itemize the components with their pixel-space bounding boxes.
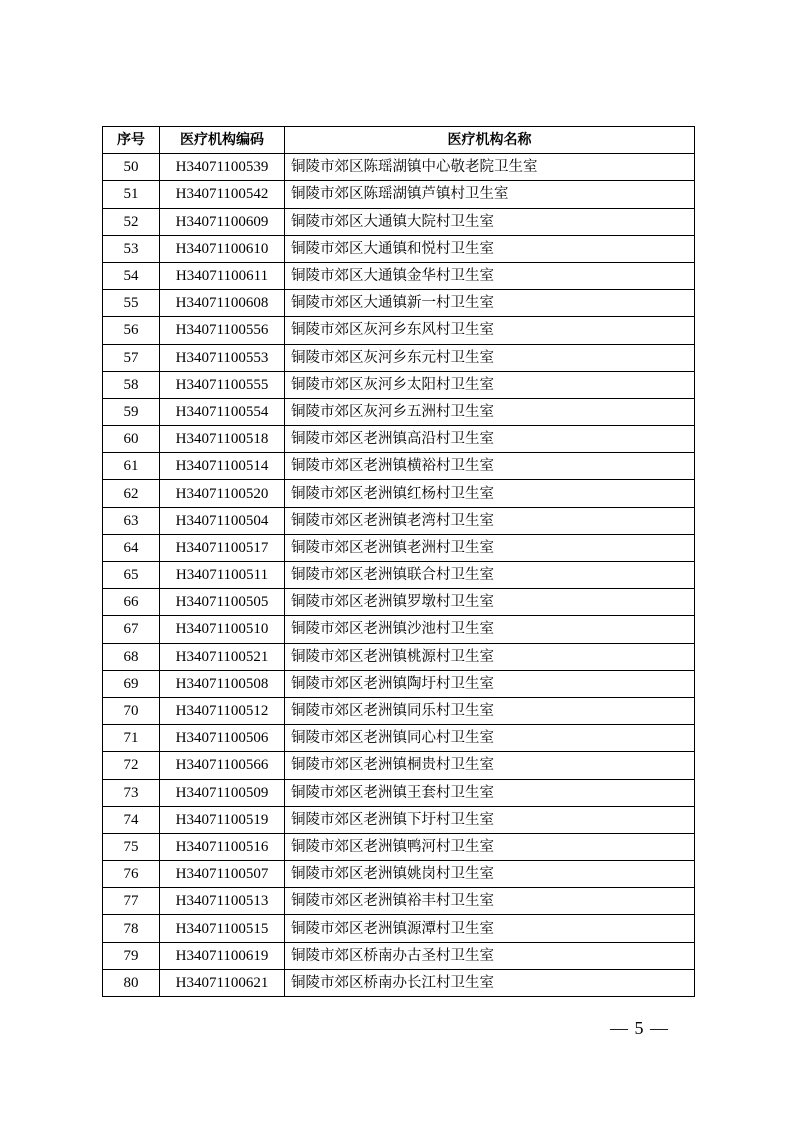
table-row (103, 670, 695, 697)
table-row (103, 398, 695, 425)
row-name: 铜陵市郊区灰河乡太阳村卫生室 (285, 371, 695, 398)
row-name: 铜陵市郊区老洲镇下圩村卫生室 (285, 806, 695, 833)
row-index: 63 (103, 507, 160, 534)
row-name: 铜陵市郊区大通镇新一村卫生室 (285, 290, 695, 317)
row-index: 80 (103, 969, 160, 996)
row-code: H34071100519 (160, 806, 285, 833)
table-row (103, 643, 695, 670)
row-index: 78 (103, 915, 160, 942)
institution-table (102, 126, 695, 997)
table-row (103, 725, 695, 752)
table-row (103, 534, 695, 561)
row-name: 铜陵市郊区陈瑶湖镇芦镇村卫生室 (285, 181, 695, 208)
row-code: H34071100608 (160, 290, 285, 317)
row-code: H34071100611 (160, 262, 285, 289)
row-code: H34071100609 (160, 208, 285, 235)
table-row (103, 235, 695, 262)
row-code: H34071100555 (160, 371, 285, 398)
table-row (103, 833, 695, 860)
page-number: — 5 — (610, 1018, 669, 1038)
row-index: 53 (103, 235, 160, 262)
row-code: H34071100511 (160, 562, 285, 589)
row-index: 71 (103, 725, 160, 752)
table-row (103, 589, 695, 616)
row-code: H34071100566 (160, 752, 285, 779)
row-name: 铜陵市郊区老洲镇同乐村卫生室 (285, 697, 695, 724)
row-index: 73 (103, 779, 160, 806)
row-name: 铜陵市郊区老洲镇沙池村卫生室 (285, 616, 695, 643)
row-name: 铜陵市郊区老洲镇红杨村卫生室 (285, 480, 695, 507)
table-row (103, 861, 695, 888)
row-name: 铜陵市郊区大通镇大院村卫生室 (285, 208, 695, 235)
row-code: H34071100508 (160, 670, 285, 697)
table-header-row (103, 127, 695, 154)
row-code: H34071100542 (160, 181, 285, 208)
row-index: 56 (103, 317, 160, 344)
row-code: H34071100517 (160, 534, 285, 561)
row-name: 铜陵市郊区灰河乡五洲村卫生室 (285, 398, 695, 425)
row-index: 70 (103, 697, 160, 724)
table-row (103, 181, 695, 208)
row-index: 67 (103, 616, 160, 643)
row-name: 铜陵市郊区陈瑶湖镇中心敬老院卫生室 (285, 154, 695, 181)
header-name: 医疗机构名称 (285, 127, 695, 154)
table-row (103, 480, 695, 507)
table-row (103, 616, 695, 643)
row-code: H34071100506 (160, 725, 285, 752)
row-name: 铜陵市郊区老洲镇桐贵村卫生室 (285, 752, 695, 779)
row-name: 铜陵市郊区桥南办古圣村卫生室 (285, 942, 695, 969)
table-row (103, 453, 695, 480)
row-index: 51 (103, 181, 160, 208)
row-name: 铜陵市郊区老洲镇鸭河村卫生室 (285, 833, 695, 860)
row-index: 77 (103, 888, 160, 915)
row-name: 铜陵市郊区老洲镇源潭村卫生室 (285, 915, 695, 942)
row-code: H34071100539 (160, 154, 285, 181)
table-row (103, 942, 695, 969)
row-index: 64 (103, 534, 160, 561)
row-index: 68 (103, 643, 160, 670)
table-row (103, 371, 695, 398)
row-index: 57 (103, 344, 160, 371)
row-name: 铜陵市郊区老洲镇老洲村卫生室 (285, 534, 695, 561)
row-name: 铜陵市郊区大通镇金华村卫生室 (285, 262, 695, 289)
row-name: 铜陵市郊区老洲镇罗墩村卫生室 (285, 589, 695, 616)
table-row (103, 969, 695, 996)
row-index: 74 (103, 806, 160, 833)
row-name: 铜陵市郊区老洲镇桃源村卫生室 (285, 643, 695, 670)
table-row (103, 697, 695, 724)
row-name: 铜陵市郊区老洲镇陶圩村卫生室 (285, 670, 695, 697)
row-name: 铜陵市郊区老洲镇王套村卫生室 (285, 779, 695, 806)
row-name: 铜陵市郊区老洲镇同心村卫生室 (285, 725, 695, 752)
row-name: 铜陵市郊区老洲镇姚岗村卫生室 (285, 861, 695, 888)
institution-table-container (102, 126, 694, 997)
table-row (103, 562, 695, 589)
row-name: 铜陵市郊区老洲镇老湾村卫生室 (285, 507, 695, 534)
row-index: 54 (103, 262, 160, 289)
row-name: 铜陵市郊区老洲镇裕丰村卫生室 (285, 888, 695, 915)
row-index: 58 (103, 371, 160, 398)
row-index: 62 (103, 480, 160, 507)
table-row (103, 888, 695, 915)
row-code: H34071100516 (160, 833, 285, 860)
row-name: 铜陵市郊区老洲镇高沿村卫生室 (285, 426, 695, 453)
row-code: H34071100621 (160, 969, 285, 996)
row-code: H34071100610 (160, 235, 285, 262)
row-index: 65 (103, 562, 160, 589)
row-index: 50 (103, 154, 160, 181)
table-body (103, 154, 695, 997)
row-code: H34071100513 (160, 888, 285, 915)
table-row (103, 317, 695, 344)
table-row (103, 262, 695, 289)
row-index: 52 (103, 208, 160, 235)
row-name: 铜陵市郊区大通镇和悦村卫生室 (285, 235, 695, 262)
row-code: H34071100505 (160, 589, 285, 616)
row-code: H34071100520 (160, 480, 285, 507)
header-index: 序号 (103, 127, 160, 154)
row-code: H34071100518 (160, 426, 285, 453)
row-code: H34071100510 (160, 616, 285, 643)
row-index: 66 (103, 589, 160, 616)
row-name: 铜陵市郊区桥南办长江村卫生室 (285, 969, 695, 996)
table-row (103, 154, 695, 181)
row-name: 铜陵市郊区老洲镇联合村卫生室 (285, 562, 695, 589)
row-code: H34071100515 (160, 915, 285, 942)
row-index: 72 (103, 752, 160, 779)
row-code: H34071100553 (160, 344, 285, 371)
table-row (103, 806, 695, 833)
row-code: H34071100512 (160, 697, 285, 724)
row-index: 69 (103, 670, 160, 697)
header-code: 医疗机构编码 (160, 127, 285, 154)
table-row (103, 426, 695, 453)
row-code: H34071100509 (160, 779, 285, 806)
row-name: 铜陵市郊区灰河乡东风村卫生室 (285, 317, 695, 344)
table-row (103, 208, 695, 235)
row-name: 铜陵市郊区老洲镇横裕村卫生室 (285, 453, 695, 480)
row-index: 79 (103, 942, 160, 969)
row-code: H34071100521 (160, 643, 285, 670)
row-index: 61 (103, 453, 160, 480)
table-row (103, 779, 695, 806)
table-row (103, 752, 695, 779)
row-code: H34071100504 (160, 507, 285, 534)
row-index: 76 (103, 861, 160, 888)
row-code: H34071100619 (160, 942, 285, 969)
table-row (103, 344, 695, 371)
row-code: H34071100554 (160, 398, 285, 425)
row-name: 铜陵市郊区灰河乡东元村卫生室 (285, 344, 695, 371)
row-index: 60 (103, 426, 160, 453)
row-index: 59 (103, 398, 160, 425)
row-code: H34071100514 (160, 453, 285, 480)
table-row (103, 290, 695, 317)
table-row (103, 915, 695, 942)
row-index: 55 (103, 290, 160, 317)
row-code: H34071100507 (160, 861, 285, 888)
table-row (103, 507, 695, 534)
row-index: 75 (103, 833, 160, 860)
row-code: H34071100556 (160, 317, 285, 344)
